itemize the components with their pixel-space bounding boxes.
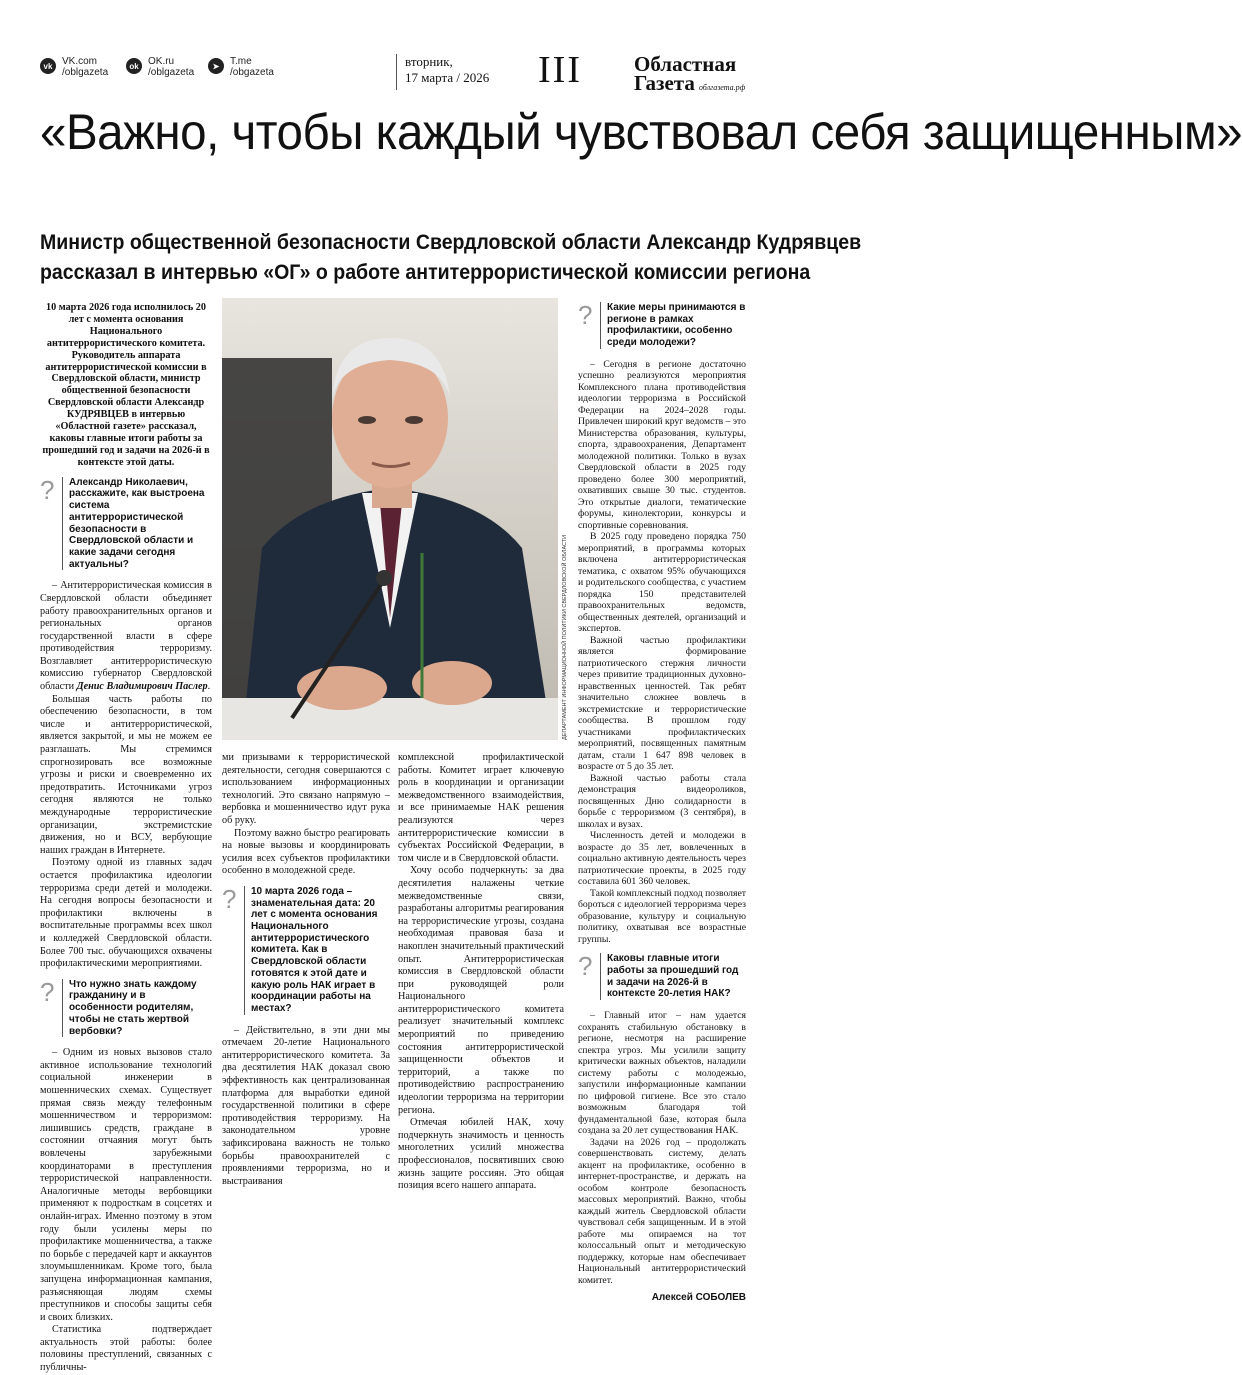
- lead-paragraph: 10 марта 2026 года исполнилось 20 лет с момента основания Национального антитеррористического комитета. Руководитель аппарата антитеррористической комиссии в Свердловской области, министр общественной безопасности Свердловской области Александр КУДРЯВЦЕВ в интервью «Областной газете» рассказал, каковы главные итоги работы за прошедший год и задачи на 2026-й в контексте этой даты.: [42, 302, 210, 468]
- question-5: [578, 953, 746, 1000]
- answer-paragraph: – Антитеррористическая комиссия в Свердловской области объединяет работу правоохранительных органов и региональных органов государственной власти в сфере противодействия терроризму. Возглавляет антитеррористическую комиссию губернатор Свердловской области Денис Владимирович Паслер.: [40, 580, 212, 693]
- social-handle: /oblgazeta: [148, 67, 195, 78]
- column-4: [578, 302, 746, 1303]
- body-paragraph: В 2025 году проведено порядка 750 мероприятий, в программы которых включена антитеррористическая тематика, с охватом 95% обучающихся и родительского сообщества, с участием порядка 150 представителей правоохранительных ведомств, общественных деятелей, организаций и экспертов.: [578, 531, 746, 635]
- question-mark-icon: ?: [222, 883, 237, 914]
- question-text: Александр Николаевич, расскажите, как выстроена система антитеррористической безопасности в Свердловской области и какие задачи сегодня актуальны?: [62, 477, 212, 571]
- brand-line-2: Газета: [634, 71, 695, 95]
- photo-credit: ДЕПАРТАМЕНТ ИНФОРМАЦИОННОЙ ПОЛИТИКИ СВЕРДЛОВСКОЙ ОБЛАСТИ: [562, 534, 568, 740]
- answer-paragraph: Статистика подтверждает актуальность этой работы: более половины преступлений, связанных с публичны-: [40, 1324, 212, 1374]
- social-name: VK.com: [62, 56, 98, 67]
- social-handle: /obgazeta: [230, 67, 274, 78]
- question-text: Какие меры принимаются в регионе в рамках профилактики, особенно среди молодежи?: [600, 302, 746, 349]
- masthead: [40, 49, 755, 95]
- body-paragraph: ми призывами к террористической деятельности, сегодня совершаются с использованием информационных технологий. Это связано напрямую – вербовка и мошенничество идут рука об руку.: [222, 752, 390, 826]
- site-url: облгазета.рф: [698, 83, 746, 92]
- question-2: [40, 976, 212, 1038]
- body-paragraph: Задачи на 2026 год – продолжать совершенствовать систему, делать акцент на профилактике, особенно в интернет-пространстве, и держать на особом контроле безопасность массовых мероприятий. Важно, чтобы каждый житель Свердловской области чувствовал себя защищенным. И в этой работе мы опираемся на тот колоссальный опыт и методическую поддержку, которые нам обеспечивает Национальный антитеррористический комитет.: [578, 1136, 746, 1286]
- question-mark-icon: ?: [578, 951, 593, 982]
- body-paragraph: Численность детей и молодежи в возрасте до 35 лет, вовлеченных в социально активную деятельность через патриотические проекты, в 2025 году составила 601 360 человек.: [578, 830, 746, 888]
- body-paragraph: комплексной профилактической работы. Комитет играет ключевую роль в координации и организации межведомственного взаимодействия, и все принимаемые НАК решения реализуются через антитеррористические комиссии в субъектах Российской Федерации, в том числе и в Свердловской области.: [398, 752, 564, 864]
- social-telegram[interactable]: [208, 56, 274, 78]
- social-name: T.me: [230, 56, 252, 67]
- brand-line-1: Областная: [634, 52, 737, 76]
- weekday: вторник,: [405, 54, 453, 69]
- body-paragraph: – Действительно, в эти дни мы отмечаем 20-летие Национального антитеррористического комитета. За два десятилетия НАК доказал свою эффективность как централизованная платформа для выработки единой государственной политики в сфере противодействия терроризму. На законодательном уровне зафиксирована важность не только борьбы правоохранителей с проявлениями терроризма, но и выстраивания: [222, 1024, 390, 1187]
- subheadline-line-1: Министр общественной безопасности Свердловской области Александр Кудрявцев: [40, 231, 862, 254]
- ok-icon: ok: [126, 58, 142, 74]
- answer-paragraph: Большая часть работы по обеспечению безопасности, в том числе и антитеррористической, является закрытой, и мы не можем ее разглашать. Мы стремимся спрогнозировать все возможные угрозы и риски и своевременно их предотвратить. Источниками угроз сегодня являются не только международные террористические организации, экстремистские движения, но и ВСУ, вербующие наших граждан в Интернете.: [40, 693, 212, 856]
- answer-paragraph: – Одним из новых вызовов стало активное использование технологий социальной инженерии в мошеннических схемах. Существует прямая связь между телефонным мошенничеством и терроризмом: лишившись средств, граждане в состоянии отчаяния могут быть вовлечены зарубежными координаторами в преступления террористической направленности. Аналогичные методы вербовщики применяют к подросткам в соцсетях и онлайн-играх. Именно поэтому в этом году были усилены меры по профилактике мошенничества, а также по борьбе с передачей карт и аккаунтов злоумышленникам. Кроме того, была запущена информационная кампания, разъясняющая людям схемы преступников и способы защиты себя и своих близких.: [40, 1047, 212, 1323]
- body-paragraph: – Сегодня в регионе достаточно успешно реализуются мероприятия Комплексного плана противодействия идеологии терроризма в Российской Федерации на 2024–2028 годы. Привлечен широкий круг ведомств – это Министерства образования, культуры, спорта, здравоохранения, Департамент молодежной политики. Только в вузах Свердловской области в 2025 году проведено более 300 мероприятий, охвативших свыше 30 тыс. студентов. Это открытые диалоги, тематические форумы, кинолектории, конкурсы и спортивные соревнования.: [578, 358, 746, 531]
- body-paragraph: Важной частью профилактики является формирование патриотического стержня личности через привитие традиционных духовно-нравственных ценностей. Так ребят значительно сложнее вовлечь в экстремистские и террористические сообщества. В прошлом году участниками профилактических мероприятий, посвященных памятным датам, стали 1 647 898 человек в возрасте от 5 до 35 лет.: [578, 634, 746, 773]
- question-mark-icon: ?: [578, 300, 593, 330]
- question-text: 10 марта 2026 года – знаменательная дата: 20 лет с момента основания Национального антитеррористического комитета. Как в Свердловской области готовятся к этой дате и какую роль НАК играет в координации работы на местах?: [244, 886, 390, 1015]
- subheadline: [40, 228, 862, 288]
- social-ok[interactable]: [126, 56, 194, 78]
- question-mark-icon: ?: [40, 976, 55, 1007]
- body-paragraph: Поэтому важно быстро реагировать на новые вызовы и координировать усилия всех субъектов профилактики особенно в молодежной среде.: [222, 827, 390, 877]
- person-name: Денис Владимирович Паслер: [76, 681, 208, 693]
- column-3: [398, 752, 564, 1193]
- question-mark-icon: ?: [40, 474, 55, 505]
- date: 17 марта / 2026: [405, 70, 490, 85]
- portrait-photo: [222, 298, 558, 740]
- headline: «Важно, чтобы каждый чувствовал себя защищенным»: [40, 104, 1242, 160]
- portrait-illustration: [222, 298, 558, 740]
- body-paragraph: Хочу особо подчеркнуть: за два десятилетия налажены четкие межведомственные связи, разработаны алгоритмы реагирования на террористические угрозы, создана необходимая правовая база и накоплен значительный практический опыт. Антитеррористическая комиссия в Свердловской области при руководящей роли Национального антитеррористического комитета реализует значительный комплекс мероприятий по приведению состояния антитеррористической защищенности объектов и территорий, а также по противодействию распространению идеологии терроризма на территории региона.: [398, 865, 564, 1116]
- page-number: III: [538, 49, 582, 91]
- brand-logo: [634, 52, 746, 95]
- column-1: [40, 302, 212, 1375]
- social-handle: /oblgazeta: [62, 67, 109, 78]
- telegram-icon: ➤: [208, 58, 224, 74]
- answer-paragraph: Поэтому одной из главных задач остается профилактика идеологии терроризма среди детей и молодежи. На сегодня вопросы безопасности и профилактики включены в воспитательные программы всех школ и колледжей Свердловской области. Более 700 тыс. обучающихся охвачены профилактическими мероприятиями.: [40, 857, 212, 970]
- question-3: [222, 883, 390, 1015]
- body-paragraph: Важной частью работы стала демонстрация видеороликов, посвященных Дню солидарности в борьбе с терроризмом (3 сентября), в школах и вузах.: [578, 772, 746, 830]
- body-paragraph: Отмечая юбилей НАК, хочу подчеркнуть значимость и ценность многолетних усилий множества профессионалов, посвятивших свою жизнь защите россиян. Это общая позиция всего нашего аппарата.: [398, 1117, 564, 1192]
- question-1: [40, 474, 212, 571]
- social-name: OK.ru: [148, 56, 175, 67]
- body-paragraph: Такой комплексный подход позволяет бороться с идеологией терроризма через образование, культуру и социальную политику, охватывая все возрастные группы.: [578, 887, 746, 945]
- social-vk[interactable]: [40, 56, 108, 78]
- vk-icon: vk: [40, 58, 56, 74]
- question-text: Что нужно знать каждому гражданину и в особенности родителям, чтобы не стать жертвой вербовки?: [62, 979, 212, 1038]
- column-2: [222, 752, 390, 1188]
- author-byline: Алексей СОБОЛЕВ: [651, 1292, 746, 1304]
- subheadline-line-2: рассказал в интервью «ОГ» о работе антитеррористической комиссии региона: [40, 261, 811, 284]
- issue-date: [396, 54, 489, 90]
- body-paragraph: – Главный итог – нам удается сохранять стабильную обстановку в регионе, несмотря на расширение спектра угроз. Мы усилили защиту критически важных объектов, наладили систему работы с молодежью, запустили информационные кампании по цифровой гигиене. Все это стало возможным благодаря той фундаментальной базе, которая была создана за 20 лет существования НАК.: [578, 1010, 746, 1137]
- question-4: [578, 302, 746, 349]
- question-text: Каковы главные итоги работы за прошедший год и задачи на 2026-й в контексте 20-летия НАК?: [600, 953, 746, 1000]
